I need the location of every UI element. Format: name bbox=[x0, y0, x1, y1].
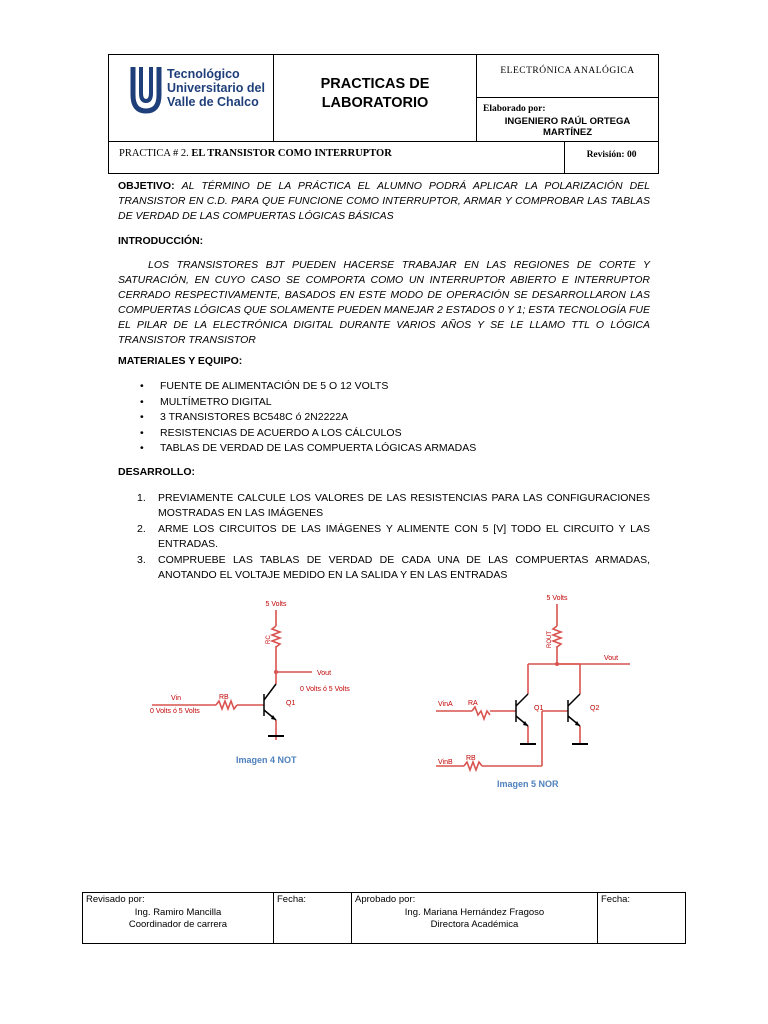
author-line-1: INGENIERO RAÚL ORTEGA bbox=[504, 116, 631, 127]
introduccion-text: LOS TRANSISTORES BJT PUEDEN HACERSE TRABAJAR EN LAS REGIONES DE CORTE Y SATURACIÓN, EN CUYO CASO SE COMPORTA COMO UN INTERRUPTOR ABIERTO E INTERRUPTOR CERRADO RESPECTIVAMENTE, BASADOS EN ESTE MODO DE OPERACIÓN SE DESARROLLARON LAS COMPUERTAS LÓGICAS QUE SOLAMENTE PUEDEN MANEJAR 2 ESTADOS 0 Y 1; ESTA TECNOLOGÍA FUE EL PILAR DE LA ELECTRÓNICA DIGITAL DURANTE VARIOS AÑOS Y SE LE LLAMO TTL O LÓGICA TRANSISTOR TRANSISTOR bbox=[118, 259, 650, 346]
not-q1-label: Q1 bbox=[286, 700, 296, 707]
not-vin-range: 0 Volts ó 5 Volts bbox=[150, 708, 200, 715]
desarrollo-heading: DESARROLLO: bbox=[118, 466, 195, 478]
nor-gate-schematic bbox=[430, 586, 630, 776]
logo-line-3: Valle de Chalco bbox=[167, 95, 259, 109]
logo-line-2: Universitario del bbox=[167, 81, 265, 95]
nor-vout-label: Vout bbox=[604, 655, 619, 662]
list-item: • TABLAS DE VERDAD DE LAS COMPUERTA LÓGICAS ARMADAS bbox=[140, 441, 476, 457]
practica-number: PRACTICA # 2. bbox=[119, 148, 189, 159]
revisado-role: Coordinador de carrera bbox=[128, 919, 228, 930]
title-line-1: PRACTICAS DE bbox=[320, 76, 430, 92]
nor-vinb-label: VinB bbox=[438, 759, 453, 766]
nor-vina-label: VinA bbox=[438, 701, 453, 708]
step-text: COMPRUEBE LAS TABLAS DE VERDAD DE CADA UNA DE LAS COMPUERTAS ARMADAS, ANOTANDO EL VOLTAJE MEDIDO EN LA SALIDA Y EN LAS ENTRADAS bbox=[158, 554, 650, 581]
introduccion-heading: INTRODUCCIÓN: bbox=[118, 235, 204, 247]
revisado-person bbox=[83, 907, 273, 931]
practica-name: EL TRANSISTOR COMO INTERRUPTOR bbox=[191, 148, 392, 159]
aprobado-name: Ing. Mariana Hernández Fragoso bbox=[404, 907, 545, 918]
aprobado-cell bbox=[352, 893, 598, 943]
aprobado-label: Aprobado por: bbox=[355, 894, 416, 905]
document-title bbox=[274, 75, 476, 113]
author-name bbox=[477, 116, 658, 138]
revisado-label: Revisado por: bbox=[86, 894, 145, 905]
not-rc-label: RC bbox=[266, 635, 272, 644]
fecha-label: Fecha: bbox=[277, 894, 307, 905]
list-item: • RESISTENCIAS DE ACUERDO A LOS CÁLCULOS bbox=[140, 426, 476, 442]
revisado-name: Ing. Ramiro Mancilla bbox=[134, 907, 222, 918]
subject-name: ELECTRÓNICA ANALÓGICA bbox=[500, 66, 635, 76]
nor-rout-label: ROUT bbox=[547, 631, 553, 648]
fecha2-cell bbox=[598, 893, 685, 943]
aprobado-role: Directora Académica bbox=[430, 919, 519, 930]
desarrollo-list bbox=[137, 491, 650, 584]
step-number: 2. bbox=[137, 523, 146, 535]
list-item: • MULTÍMETRO DIGITAL bbox=[140, 395, 476, 411]
elaborado-label: Elaborado por: bbox=[483, 104, 546, 114]
title-line-2: LABORATORIO bbox=[321, 95, 429, 111]
practica-title bbox=[119, 148, 392, 159]
document-header bbox=[108, 54, 659, 174]
approval-table bbox=[82, 892, 686, 944]
not-vin-label: Vin bbox=[171, 695, 181, 702]
nor-ra-label: RA bbox=[468, 700, 478, 707]
nor-caption: Imagen 5 NOR bbox=[497, 779, 559, 789]
fecha2-label: Fecha: bbox=[601, 894, 631, 905]
step-number: 3. bbox=[137, 554, 146, 566]
not-gate-schematic bbox=[140, 592, 370, 752]
step-text: PREVIAMENTE CALCULE LOS VALORES DE LAS RESISTENCIAS PARA LAS CONFIGURACIONES MOSTRADAS EN LAS IMÁGENES bbox=[158, 492, 650, 519]
revision-label: Revisión: 00 bbox=[586, 150, 637, 160]
u-logo-icon bbox=[129, 63, 163, 115]
not-vout-range: 0 Volts ó 5 Volts bbox=[300, 686, 350, 693]
objetivo-label: OBJETIVO: bbox=[118, 180, 175, 192]
list-item: • FUENTE DE ALIMENTACIÓN DE 5 O 12 VOLTS bbox=[140, 379, 476, 395]
not-rb-label: RB bbox=[219, 694, 229, 701]
materiales-heading: MATERIALES Y EQUIPO: bbox=[118, 355, 243, 367]
materiales-list bbox=[140, 379, 476, 457]
list-item bbox=[137, 553, 650, 582]
not-vout-label: Vout bbox=[317, 670, 332, 677]
institution-logo bbox=[129, 61, 269, 131]
revisado-cell bbox=[83, 893, 274, 943]
nor-rb-label: RB bbox=[466, 755, 476, 762]
step-text: ARME LOS CIRCUITOS DE LAS IMÁGENES Y ALIMENTE CON 5 [V] TODO EL CIRCUITO Y LAS ENTRADAS. bbox=[158, 523, 650, 550]
step-number: 1. bbox=[137, 492, 146, 504]
list-item bbox=[137, 491, 650, 520]
nor-q2-label: Q2 bbox=[590, 705, 600, 712]
logo-line-1: Tecnológico bbox=[167, 67, 240, 81]
fecha-cell bbox=[274, 893, 352, 943]
list-item: • 3 TRANSISTORES BC548C ó 2N2222A bbox=[140, 410, 476, 426]
not-supply-label: 5 Volts bbox=[265, 601, 287, 608]
author-line-2: MARTÍNEZ bbox=[542, 127, 593, 138]
not-caption: Imagen 4 NOT bbox=[236, 755, 297, 765]
nor-q1-label: Q1 bbox=[534, 705, 544, 712]
objetivo-paragraph bbox=[118, 179, 650, 224]
nor-supply-label: 5 Volts bbox=[546, 595, 568, 602]
objetivo-text: AL TÉRMINO DE LA PRÁCTICA EL ALUMNO PODRÁ APLICAR LA POLARIZACIÓN DEL TRANSISTOR EN C.D. PARA QUE FUNCIONE COMO INTERRUPTOR, ARMAR Y COMPROBAR LAS TABLAS DE VERDAD DE LAS COMPUERTAS LÓGICAS BÁSICAS bbox=[118, 180, 650, 222]
list-item bbox=[137, 522, 650, 551]
aprobado-person bbox=[352, 907, 597, 931]
